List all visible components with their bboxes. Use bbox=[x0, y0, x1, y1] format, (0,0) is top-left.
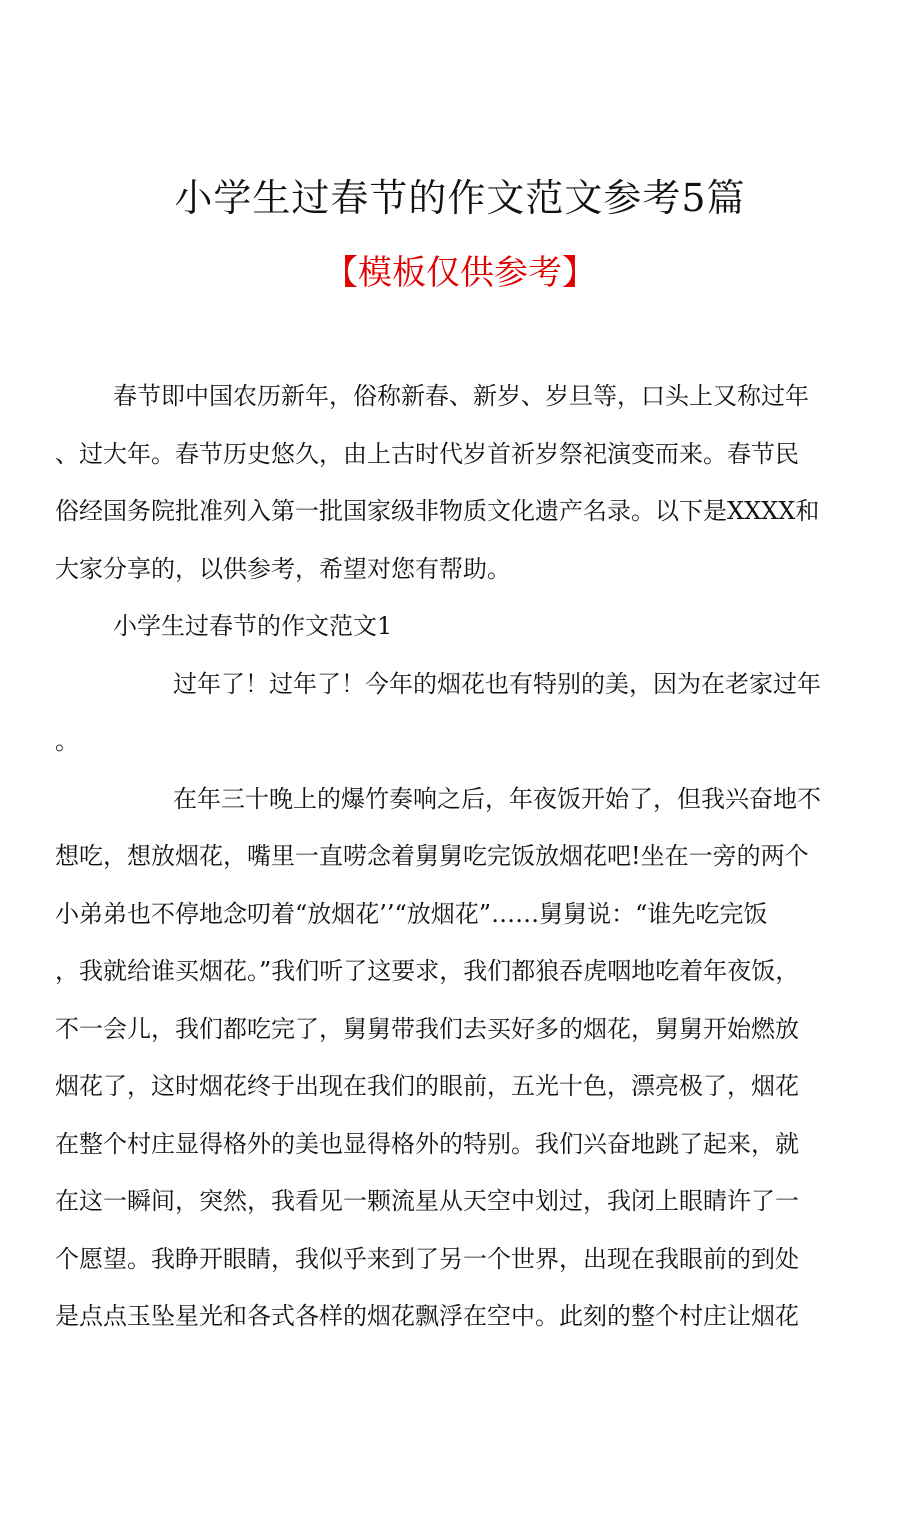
document-subtitle: 【模板仅供参考】 bbox=[324, 253, 596, 293]
body-line: 俗经国务院批准列入第一批国家级非物质文化遗产名录。以下是XXXX和 bbox=[55, 497, 820, 525]
document-body bbox=[55, 368, 865, 1346]
body-line: 、过大年。春节历史悠久，由上古时代岁首祈岁祭祀演变而来。春节民 bbox=[55, 439, 799, 468]
body-line: 不一会儿，我们都吃完了，舅舅带我们去买好多的烟花，舅舅开始燃放 bbox=[55, 1014, 799, 1043]
section-heading: 小学生过春节的作文范文1 bbox=[113, 612, 393, 640]
body-line: 在整个村庄显得格外的美也显得格外的特别。我们兴奋地跳了起来，就 bbox=[55, 1129, 799, 1158]
body-line: 个愿望。我睁开眼睛，我似乎来到了另一个世界，出现在我眼前的到处 bbox=[55, 1244, 799, 1273]
body-line: 。 bbox=[55, 727, 79, 755]
body-line: 过年了！过年了！今年的烟花也有特别的美，因为在老家过年 bbox=[173, 669, 821, 698]
body-line: 春节即中国农历新年，俗称新春、新岁、岁旦等，口头上又称过年 bbox=[113, 382, 809, 410]
body-line: 是点点玉坠星光和各式各样的烟花飘浮在空中。此刻的整个村庄让烟花 bbox=[55, 1302, 799, 1330]
body-line: 烟花了，这时烟花终于出现在我们的眼前，五光十色，漂亮极了，烟花 bbox=[55, 1072, 799, 1100]
body-line: 在年三十晚上的爆竹奏响之后，年夜饭开始了，但我兴奋地不 bbox=[173, 784, 821, 813]
body-line: 小弟弟也不停地念叨着“放烟花’’“放烟花”……舅舅说：“谁先吃完饭 bbox=[55, 899, 768, 928]
body-line: 想吃，想放烟花，嘴里一直唠念着舅舅吃完饭放烟花吧!坐在一旁的两个 bbox=[55, 842, 809, 870]
document-title: 小学生过春节的作文范文参考5篇 bbox=[174, 176, 746, 220]
body-line: ，我就给谁买烟花。”我们听了这要求，我们都狼吞虎咽地吃着年夜饭， bbox=[55, 957, 800, 985]
body-line: 大家分享的，以供参考，希望对您有帮助。 bbox=[55, 554, 511, 583]
body-line: 在这一瞬间，突然，我看见一颗流星从天空中划过，我闭上眼睛许了一 bbox=[55, 1187, 799, 1215]
